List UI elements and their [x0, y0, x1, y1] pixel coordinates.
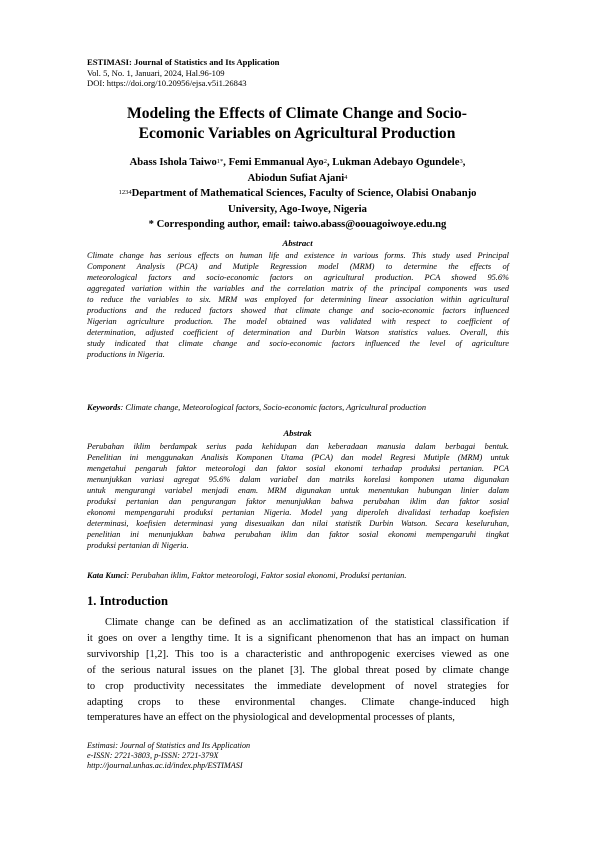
footer-url: http://journal.unhas.ac.id/index.php/ESTIMASI	[87, 761, 243, 771]
introduction-line: to crop productivity necessitates the immediate development of novel strategies for	[87, 680, 509, 692]
journal-doi: DOI: https://doi.org/10.20956/ejsa.v5i1.26843	[87, 78, 247, 89]
introduction-body	[87, 615, 509, 726]
abstrak-line: Penelitian ini menggunakan Analisis Komponen Utama (PCA) dan model Regresi Mutiple (MRM) untuk	[87, 452, 509, 462]
paper-title	[60, 104, 534, 144]
affiliation-sup: 1234	[118, 189, 132, 196]
author-name: Abass Ishola Taiwo	[129, 157, 217, 168]
author-sup: 1*	[216, 158, 224, 165]
author-block	[70, 155, 525, 233]
abstract-line: meteorological factors and socio-economic factors on agricultural production. PCA showed 95.6%	[87, 272, 509, 282]
introduction-line: temperatures have an effect on the physiological and developmental processes of plants,	[87, 712, 455, 724]
kata-kunci-text: : Perubahan iklim, Faktor meteorologi, Faktor sosial ekonomi, Produksi pertanian.	[126, 571, 407, 580]
author-sup: 2	[323, 158, 327, 165]
author-name: Abiodun Sufiat Ajani	[247, 172, 345, 184]
affiliation: University, Ago-Iwoye, Nigeria	[228, 203, 367, 215]
kata-kunci-label: Kata Kunci	[87, 571, 127, 580]
introduction-line: Climate change can be defined as an acclimatization of the statistical classification if	[105, 617, 509, 628]
introduction-line: it goes on over a lengthy time. It is a significant phenomenon that has an impact on human	[87, 632, 509, 644]
abstrak-line: untuk mengurangi variabel menjadi enam. MRM digunakan untuk menentukan hubungan linier dalam	[87, 485, 509, 495]
abstrak-line: Perubahan iklim berdampak serius pada kehidupan dan keberadaan manusia dalam berbagai bentuk.	[87, 442, 509, 451]
abstract-line: determination, adjusted coefficient of determination and Durbin Watson statistics values. Overall, this	[87, 327, 509, 337]
abstract-line: productions in Nigeria.	[87, 349, 165, 359]
abstract-line: productions and the reduced factors showed that climate change and socio-economic factors influenced	[87, 305, 509, 315]
abstract-line: Nigerian agriculture production. The model obtained was validated with respect to coefficient of	[87, 316, 509, 326]
abstract-line: Component Analysis (PCA) and Mutiple Regression model (MRM) to determine the effects of	[87, 261, 509, 271]
abstrak-line: penelitian ini menunjukkan bahwa perubahan iklim dan faktor sosial ekonomi mempengaruhi tingkat	[87, 529, 509, 539]
journal-name: ESTIMASI: Journal of Statistics and Its Application	[87, 57, 280, 67]
introduction-line: adapting crops to these environmental changes. Climate change-induced high	[87, 696, 509, 708]
abstract-line: study indicated that climate change and socio-economic factors influenced the level of agriculture	[87, 338, 509, 348]
abstrak-body	[87, 442, 509, 552]
abstrak-line: mengetahui pengaruh faktor meteorologi dan faktor sosial ekonomi terhadap produksi pertanian. PCA	[87, 463, 509, 473]
author-line	[70, 171, 525, 187]
author-name: Femi Emmanual Ayo	[228, 157, 324, 168]
abstrak-heading: Abstrak	[283, 428, 312, 438]
affiliation-text: Department of Mathematical Sciences, Faculty of Science, Olabisi Onabanjo	[131, 188, 477, 199]
abstrak-line: produksi pertanian di Nigeria.	[87, 540, 189, 550]
footer-issn: e-ISSN: 2721-3803, p-ISSN: 2721-379X	[87, 751, 219, 761]
abstrak-line: determinasi, koefisien determinasi yang disesuaikan dan nilai statistik Durbin Watson. Secara keseluruhan,	[87, 518, 509, 528]
journal-volume: Vol. 5, No. 1, Januari, 2024, Hal.96-109	[87, 67, 225, 78]
abstrak-line: produksi pertanian dan pengurangan faktor menunjukkan bahwa perubahan iklim dan faktor sosial	[87, 496, 509, 506]
abstract-body	[87, 251, 509, 361]
abstract-heading: Abstract	[282, 238, 313, 248]
keywords-text: : Climate change, Meteorological factors, Socio-economic factors, Agricultural production	[120, 403, 427, 412]
kata-kunci	[87, 570, 517, 581]
journal-header	[87, 57, 517, 89]
author-line: Abass Ishola Taiwo$^{1*}$, Femi Emmanual Ayo$^2$, Lukman Adebayo Ogundele$^3$,	[129, 157, 466, 168]
corresponding-author: * Corresponding author, email: taiwo.abass@oouagoiwoye.edu.ng	[148, 219, 447, 230]
author-sup: 3	[459, 158, 463, 165]
introduction-line: survivorship [1,2]. This too is a characteristic and anthropogenic exercises viewed as one	[87, 648, 509, 660]
abstract-line: to reduce the variables to six. MRM was employed for determining linear association within agricultural	[87, 294, 509, 304]
section-heading-introduction: 1. Introduction	[87, 594, 168, 608]
keywords	[87, 402, 517, 413]
affiliation	[70, 186, 525, 202]
title-line: Ecomonic Variables on Agricultural Production	[138, 125, 456, 142]
introduction-line: of the serious natural issues on the planet [3]. The global threat posed by climate change	[87, 664, 509, 676]
abstract-line: Climate change has serious effects on human life and existence in various forms. This study used Principal	[87, 251, 509, 260]
abstrak-line: ekonomi mempengaruhi produksi pertanian Nigeria. Model yang diperoleh divalidasi terhadap koefisien	[87, 507, 509, 517]
abstrak-line: menunjukkan variasi agregat 95.6% dalam variabel dan matriks korelasi komponen utama digunakan	[87, 474, 509, 484]
author-sup: 4	[344, 173, 348, 181]
title-line: Modeling the Effects of Climate Change and Socio-	[126, 105, 467, 122]
abstract-line: aggregated variation within the variables and the correlation matrix of the principal components was used	[87, 283, 509, 293]
footer-journal: Estimasi: Journal of Statistics and Its Application	[87, 741, 251, 750]
keywords-label: Keywords	[87, 403, 121, 412]
page-footer	[87, 741, 517, 772]
author-name: Lukman Adebayo Ogundele	[332, 157, 460, 168]
